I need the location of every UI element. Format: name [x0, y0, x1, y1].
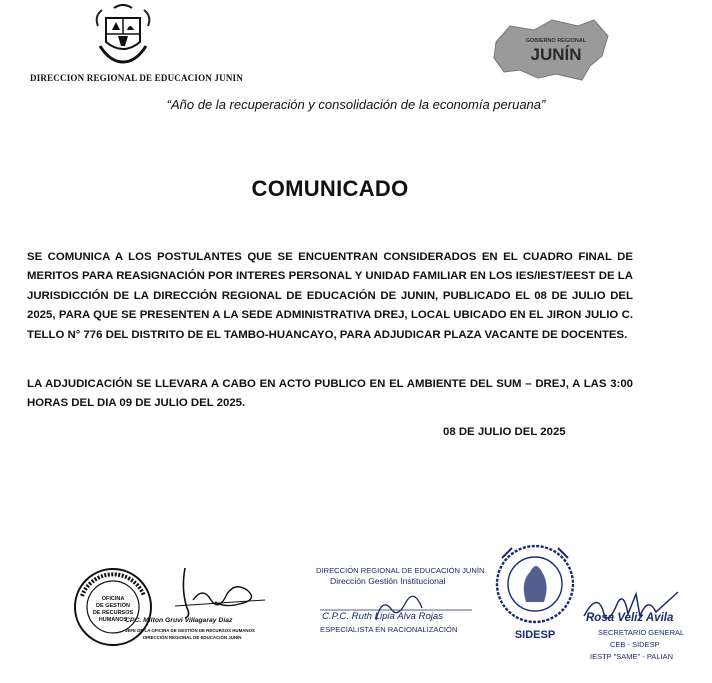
- stamp-2-department: Dirección Gestión Institucional: [330, 576, 446, 586]
- hr-office-seal: [72, 566, 154, 648]
- document-date: 08 DE JULIO DEL 2025: [443, 426, 566, 438]
- svg-text:DE RECURSOS: DE RECURSOS: [92, 610, 134, 616]
- document-title: COMUNICADO: [251, 176, 409, 201]
- peru-coat-of-arms-icon: [92, 4, 154, 70]
- gobierno-regional-junin-logo: [490, 14, 614, 84]
- svg-text:JUNÍN: JUNÍN: [530, 45, 582, 64]
- signatory-1-role: JEFE DE LA OFICINA DE GESTIÓN DE RECURSOS HUMANOS: [125, 628, 255, 633]
- signatory-2-role: ESPECIALISTA EN RACIONALIZACIÓN: [320, 625, 458, 634]
- signatory-3-title: SECRETARIO GENERAL: [598, 628, 685, 637]
- svg-text:SIDESP: SIDESP: [514, 629, 556, 641]
- organization-name: DIRECCION REGIONAL DE EDUCACION JUNIN: [30, 73, 243, 83]
- signatory-3-institute: IESTP "SAME" - PALIAN: [590, 652, 673, 661]
- stamp-2-institution: DIRECCIÓN REGIONAL DE EDUCACIÓN JUNÍN: [316, 566, 485, 575]
- svg-text:HUMANOS: HUMANOS: [98, 617, 128, 623]
- paragraph-announcement: SE COMUNICA A LOS POSTULANTES QUE SE ENCUENTRAN CONSIDERADOS EN EL CUADRO FINAL DE MERITOS PARA REASIGNACIÓN POR INTERES PERSONAL Y UNIDAD FAMILIAR EN LOS IES/IEST/EEST DE LA JURISDICCIÓN DE LA DIRECCIÓN REGIONAL DE EDUCACIÓN DE JUNIN, PUBLICADO EL 08 DE JULIO DEL 2025, PARA QUE SE PRESENTEN A LA SEDE ADMINISTRATIVA DREJ, LOCAL UBICADO EN EL JIRON JULIO C. TELLO N° 776 DEL DISTRITO DE EL TAMBO-HUANCAYO, PARA ADJUDICAR PLAZA VACANTE DE DOCENTES.: [27, 251, 633, 341]
- signatory-1-name: CPC. Milton Gruvi Villagaray Diaz: [125, 617, 233, 624]
- signatory-3-union: CEB - SIDESP: [610, 640, 660, 649]
- svg-text:OFICINA: OFICINA: [101, 596, 125, 602]
- svg-text:GOBIERNO REGIONAL: GOBIERNO REGIONAL: [525, 38, 587, 44]
- signatory-1-institution: DIRECCIÓN REGIONAL DE EDUCACIÓN JUNÍN: [143, 635, 242, 640]
- signatory-2-name: C.P.C. Ruth Lipia Alva Rojas: [322, 611, 444, 622]
- svg-text:DE GESTIÓN: DE GESTIÓN: [96, 603, 130, 609]
- sidesp-seal: [490, 532, 580, 652]
- paragraph-adjudication: LA ADJUDICACIÓN SE LLEVARA A CABO EN ACTO PUBLICO EN EL AMBIENTE DEL SUM – DREJ, A LAS 3:00 HORAS DEL DIA 09 DE JULIO DEL 2025.: [27, 378, 633, 410]
- signatory-3-name: Rosa Veliz Avila: [586, 612, 674, 624]
- handwritten-signature-1: [155, 560, 275, 620]
- year-motto: “Año de la recuperación y consolidación de la economía peruana”: [166, 97, 546, 112]
